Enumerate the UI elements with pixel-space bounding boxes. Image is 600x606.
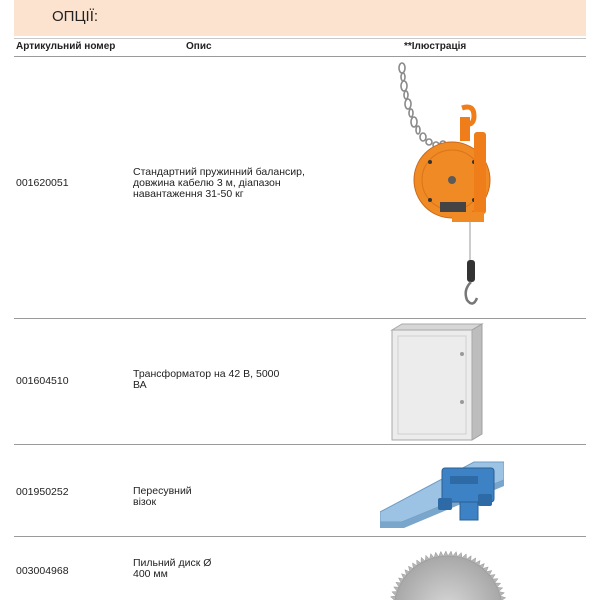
description-line: 400 мм [133, 568, 168, 580]
table-row [14, 56, 586, 319]
column-header-illustration: **Ілюстрація [404, 41, 467, 52]
table-row [14, 318, 586, 445]
description-line: Трансформатор на 42 В, 5000 [133, 368, 280, 380]
description [133, 369, 279, 391]
transformer-cabinet-image [388, 322, 488, 444]
table-header [14, 38, 586, 57]
column-header-description: Опис [186, 41, 212, 52]
article-number: 001620051 [16, 177, 69, 189]
article-number: 001950252 [16, 486, 69, 498]
description [133, 558, 211, 580]
trolley-image [380, 450, 504, 532]
article-number: 003004968 [16, 565, 69, 577]
description-line: навантаження 31-50 кг [133, 188, 244, 200]
table-row [14, 444, 586, 537]
section-title: ОПЦІЇ: [52, 8, 99, 25]
table-row [14, 536, 586, 606]
article-number: 001604510 [16, 375, 69, 387]
spring-balancer-image [390, 62, 500, 314]
saw-blade-image [388, 540, 508, 600]
section-header [14, 0, 586, 36]
description-line: візок [133, 496, 157, 508]
description-line: Пересувний [133, 485, 192, 497]
description-line: Стандартний пружинний балансир, [133, 166, 305, 178]
column-header-article: Артикульний номер [16, 41, 116, 52]
description-line: Пильний диск Ø [133, 557, 212, 569]
description-line: довжина кабелю 3 м, діапазон [133, 177, 281, 189]
description [133, 486, 192, 508]
description [133, 167, 305, 200]
description-line: ВА [133, 379, 147, 391]
